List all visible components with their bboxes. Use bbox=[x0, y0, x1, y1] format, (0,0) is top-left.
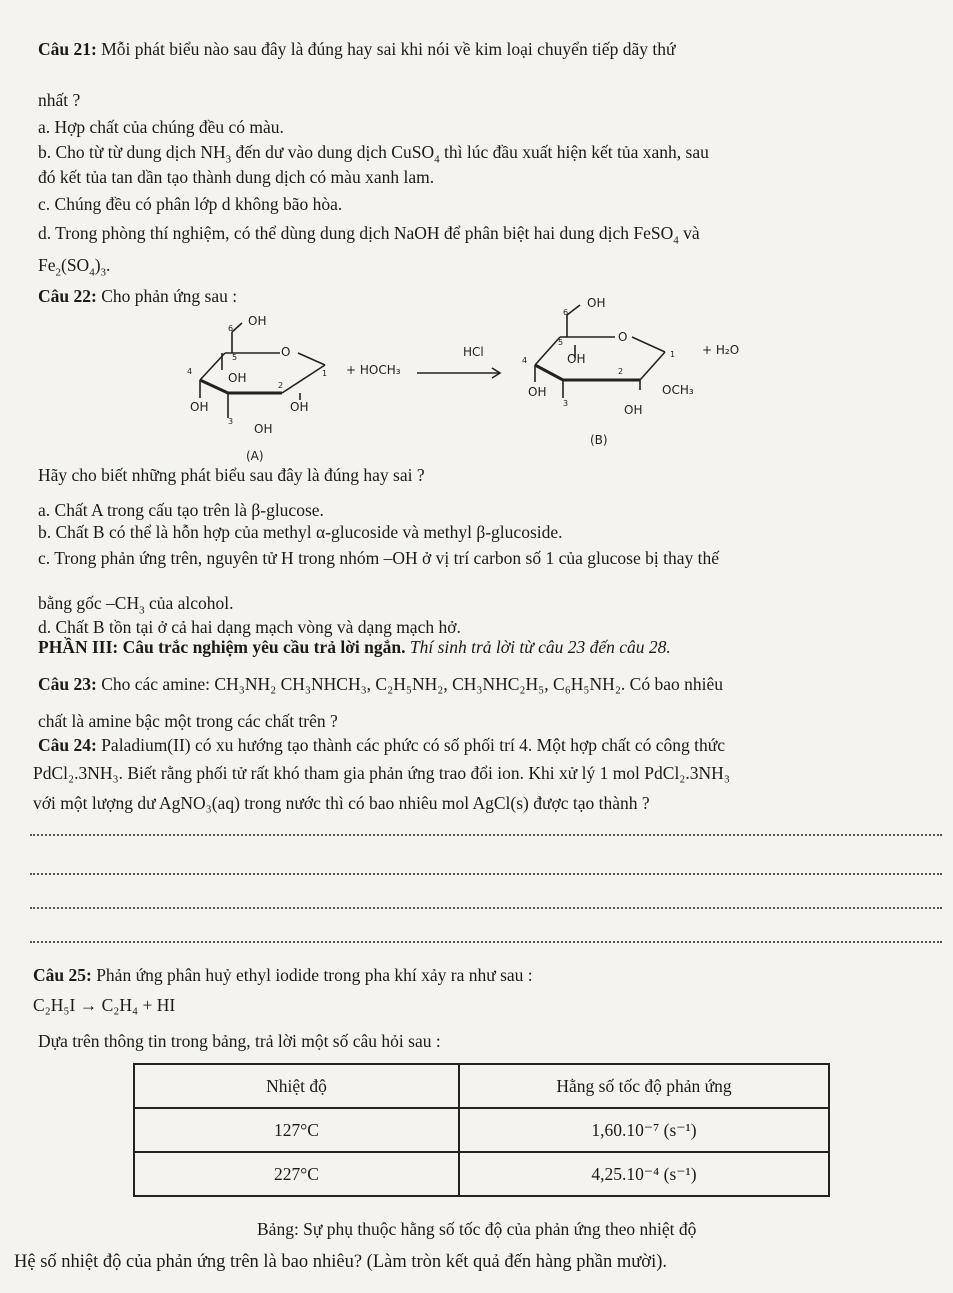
q21-option-d-line2: $Fe_2(SO_4)_3$. bbox=[38, 255, 111, 279]
q25-equation: C₂H₅I → C₂H₄ + HI bbox=[33, 995, 176, 1015]
rate-constant-table bbox=[133, 1063, 830, 1197]
svg-text:3: 3 bbox=[228, 417, 234, 426]
table-cell: 4,25.10⁻⁴ (s⁻¹) bbox=[459, 1152, 829, 1196]
svg-text:OH: OH bbox=[290, 400, 309, 414]
table-cell: 127°C bbox=[134, 1108, 459, 1152]
reagent-methanol: + HOCH₃ bbox=[346, 363, 401, 377]
svg-text:2: 2 bbox=[618, 367, 624, 376]
svg-text:2: 2 bbox=[278, 381, 284, 390]
a-c4-oh: OH bbox=[228, 371, 247, 385]
q25-line2: Dựa trên thông tin trong bảng, trả lời một số câu hỏi sau : bbox=[38, 1031, 441, 1051]
answer-line bbox=[30, 834, 942, 836]
q21-option-b-line2: đó kết tủa tan dần tạo thành dung dịch có màu xanh lam. bbox=[38, 167, 435, 187]
answer-line bbox=[30, 873, 942, 875]
table-header-row bbox=[134, 1064, 829, 1108]
table-cell: 1,60.10⁻⁷ (s⁻¹) bbox=[459, 1108, 829, 1152]
svg-text:O: O bbox=[618, 330, 628, 344]
table-caption: Bảng: Sự phụ thuộc hằng số tốc độ của phản ứng theo nhiệt độ bbox=[257, 1219, 697, 1239]
q22-option-a: a. Chất A trong cấu tạo trên là β-glucose. bbox=[38, 500, 324, 520]
table-row bbox=[134, 1152, 829, 1196]
svg-text:3: 3 bbox=[563, 399, 569, 408]
svg-text:6: 6 bbox=[228, 324, 234, 333]
table-header-cell: Hằng số tốc độ phản ứng bbox=[459, 1064, 829, 1108]
q21-option-b-line1: b. Cho từ từ dung dịch $NH_3$ đến dư vào dung dịch CuSO$_4$ thì lúc đầu xuất hiện kết tủa xanh, sau bbox=[38, 142, 709, 166]
svg-text:4: 4 bbox=[187, 367, 193, 376]
q25-line1: Câu 25: Phản ứng phân huỷ ethyl iodide trong pha khí xảy ra như sau : bbox=[33, 965, 533, 985]
catalyst-hcl: HCl bbox=[463, 345, 484, 359]
answer-line bbox=[30, 941, 942, 943]
svg-text:5: 5 bbox=[232, 353, 238, 362]
svg-text:1: 1 bbox=[670, 350, 676, 359]
svg-text:6: 6 bbox=[563, 308, 569, 317]
product-water: + H₂O bbox=[702, 343, 740, 357]
q22-ask: Hãy cho biết những phát biểu sau đây là đúng hay sai ? bbox=[38, 465, 425, 485]
q22-stem: Câu 22: Cho phản ứng sau : bbox=[38, 286, 238, 306]
part3-heading: PHẦN III: Câu trắc nghiệm yêu cầu trả lời ngắn. Thí sinh trả lời từ câu 23 đến câu 28. bbox=[38, 637, 671, 657]
svg-text:OH: OH bbox=[190, 400, 209, 414]
svg-text:OH: OH bbox=[528, 385, 547, 399]
q23-line2: chất là amine bậc một trong các chất trên ? bbox=[38, 711, 338, 731]
q22-option-c-line1: c. Trong phản ứng trên, nguyên tử H trong nhóm –OH ở vị trí carbon số 1 của glucose bị thay thế bbox=[38, 548, 719, 568]
q21-option-d-line1: d. Trong phòng thí nghiệm, có thể dùng dung dịch NaOH để phân biệt hai dung dịch FeSO$_4$ và bbox=[38, 223, 700, 247]
table-header-cell: Nhiệt độ bbox=[134, 1064, 459, 1108]
svg-text:OH: OH bbox=[567, 352, 586, 366]
q21-stem-line1: Câu 21: Mỗi phát biểu nào sau đây là đúng hay sai khi nói về kim loại chuyển tiếp dãy thứ bbox=[38, 39, 676, 59]
answer-line bbox=[30, 907, 942, 909]
q24-line2: PdCl₂.3NH₃. Biết rằng phối tử rất khó tham gia phản ứng trao đổi ion. Khi xử lý 1 mol PdCl₂.3NH₃ bbox=[33, 763, 730, 783]
svg-text:OH: OH bbox=[624, 403, 643, 417]
table-cell: 227°C bbox=[134, 1152, 459, 1196]
q21-option-a: a. Hợp chất của chúng đều có màu. bbox=[38, 117, 284, 137]
b-och3: OCH₃ bbox=[662, 383, 694, 397]
q22-option-b: b. Chất B có thể là hỗn hợp của methyl α-glucoside và methyl β-glucoside. bbox=[38, 522, 563, 542]
q21-stem-line2: nhất ? bbox=[38, 90, 81, 110]
reaction-scheme bbox=[170, 290, 810, 465]
svg-text:O: O bbox=[281, 345, 291, 359]
label-b: (B) bbox=[590, 433, 608, 447]
q25-final-question: Hệ số nhiệt độ của phản ứng trên là bao nhiêu? (Làm tròn kết quả đến hàng phần mười). bbox=[14, 1252, 667, 1272]
table-row bbox=[134, 1108, 829, 1152]
q22-option-c-line2: bằng gốc $-CH_3$ của alcohol. bbox=[38, 593, 234, 617]
a-c6-oh: OH bbox=[248, 314, 267, 328]
svg-text:OH: OH bbox=[254, 422, 273, 436]
svg-text:5: 5 bbox=[558, 338, 564, 347]
svg-text:4: 4 bbox=[522, 356, 528, 365]
q21-option-c: c. Chúng đều có phân lớp d không bão hòa. bbox=[38, 194, 343, 214]
label-a: (A) bbox=[246, 449, 264, 463]
q22-option-d: d. Chất B tồn tại ở cả hai dạng mạch vòng và dạng mạch hở. bbox=[38, 617, 461, 637]
q24-line1: Câu 24: Paladium(II) có xu hướng tạo thành các phức có số phối trí 4. Một hợp chất có công thức bbox=[38, 735, 726, 755]
q23-line1: Câu 23: Cho các amine: CH₃NH₂ CH₃NHCH₃, C₂H₅NH₂, CH₃NHC₂H₅, C₆H₅NH₂. Có bao nhiêu bbox=[38, 674, 723, 694]
svg-text:1: 1 bbox=[322, 369, 328, 378]
q24-line3: với một lượng dư AgNO₃(aq) trong nước thì có bao nhiêu mol AgCl(s) được tạo thành ? bbox=[33, 793, 650, 813]
svg-text:OH: OH bbox=[587, 296, 606, 310]
